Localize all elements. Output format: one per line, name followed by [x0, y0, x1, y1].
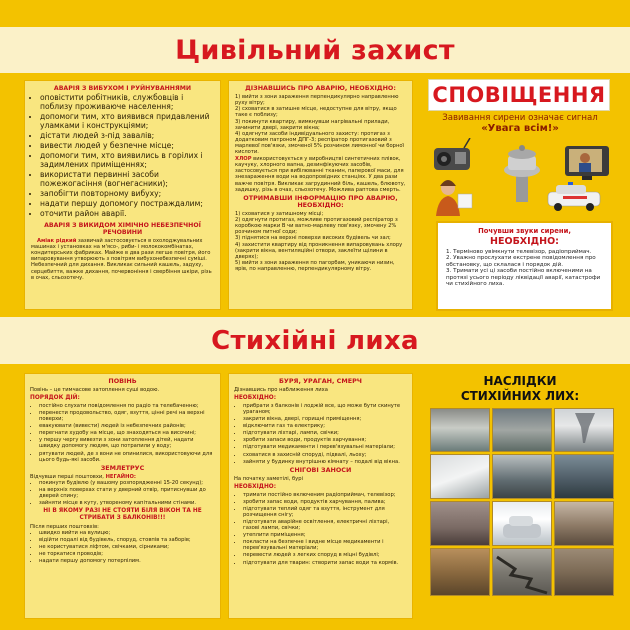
after-shocks-item-1: • швидко вийти на вулицю;	[39, 530, 215, 536]
explosion-item-5: • допомоги тим, хто виявились в горілих і задимлених приміщеннях;	[40, 152, 214, 169]
snow-list	[234, 492, 407, 566]
earthquake-item-1: • покинути будівлю (у вашому розпорядженні 15-20 секунд);	[39, 480, 215, 486]
siren-card-list	[438, 247, 611, 289]
chlorine-panel	[228, 80, 413, 310]
after-shocks-item-3: • не користуватися ліфтом, свічками, сірниками;	[39, 544, 215, 550]
ambulance-car-icon	[548, 182, 600, 211]
explosion-item-8: • надати першу допомогу постраждалим;	[40, 200, 214, 209]
received-info-item-2: 2) одягнути протигаз, можливе протигазовий респіратор з коробкою марки В чи ватно-марлеву пов'язку, змочену 2% розчином питної соди;	[235, 217, 398, 236]
landslide-photo	[430, 548, 490, 596]
storm-heading: БУРЯ, УРАГАН, СМЕРЧ	[279, 377, 362, 385]
explosion-item-6: • використати первинні засоби пожежогасіння (вогнегасники);	[40, 171, 214, 188]
after-shocks-list	[30, 530, 215, 564]
snow-item-3: • підготувати теплий одяг та взуття, інструмент для розчищення снігу;	[243, 506, 407, 518]
earthquake-crack-photo	[492, 548, 552, 596]
storm-necessary: НЕОБХІДНО:	[234, 395, 277, 402]
after-shocks-item-4: • не торкатися проводів;	[39, 551, 215, 557]
after-shocks-item-5: • надати першу допомогу потерпілим.	[39, 558, 215, 564]
flood-intro: Повінь – це тимчасове затоплення суші водою.	[30, 387, 160, 394]
explosion-item-3: • дістати людей з-під завалів;	[40, 132, 214, 141]
explosion-item-4: • вивести людей у безпечне місце;	[40, 142, 214, 151]
siren-instructions-card	[436, 221, 613, 311]
snow-item-6: • покласти на безпечне і видне місце медикаменти і перев'язувальні матеріали;	[243, 539, 407, 551]
learned-accident-item-1: 1) вийти з зони зараження перпендикулярно направленню руху вітру;	[235, 94, 399, 107]
storm-item-2: • закрити вікна, двері, горищні приміщення;	[243, 416, 407, 422]
flood-item-4: • перегнати худобу на місце, що знаходяться на височині;	[39, 430, 215, 436]
flooded-houses-photo	[554, 501, 614, 546]
flood-list	[30, 403, 215, 463]
learned-accident-item-3: 3) покинути квартиру, вимкнувши нагрівальні прилади, зачинити двері, закрити вікна;	[235, 118, 390, 131]
after-shocks-item-2: • відійти подалі від будівель, споруд, стовпів та заборів;	[39, 537, 215, 543]
flood-item-6: • рятувати людей, де з вони не опинилися, використовуючи для цього будь-які засоби.	[39, 451, 215, 463]
earthquake-heading: ЗЕМЛЕТРУС	[100, 463, 145, 472]
rescue-photo	[554, 548, 614, 596]
earthquake-intro-text: Відчувши перші поштовхи,	[30, 473, 104, 480]
ammonia-text: зазвичай застосовується в охолоджувальних машинах і установках на м'ясо-, риби- і молококомбінатах, кондитерських фабриках. Майже в два рази легше повітря, його випаровування утворюють з повітрям вибухонебезпечні суміші. Небезпечний для дихання. Викликає сильний кашель, задуху, серцебиття, важке дихання, почервоніння і свербіння шкіри, різь в очах, сльозотечу.	[31, 238, 212, 281]
siren-card-item-2: 2. Уважно прослухати екстрене повідомлення про обстановку, що склалася і порядок дій.	[446, 255, 596, 268]
storm-panel	[228, 373, 413, 619]
received-info-item-3: 3) піднятися на верхні поверхи високих будівель чи зал;	[235, 235, 391, 242]
explosion-item-2: • допомоги тим, хто виявився придавлений уламками і конструкціями;	[40, 113, 214, 130]
snow-item-1: • тримати постійно включеним радіоприймач, телевізор;	[243, 492, 407, 498]
flood-panel	[24, 373, 221, 619]
effects-title	[420, 374, 620, 404]
ammonia-paragraph	[31, 238, 214, 281]
flood-heading: ПОВІНЬ	[108, 377, 137, 385]
storm-item-8: • зайняти у будинку внутрішню кімнату – подалі від вікна.	[243, 459, 407, 465]
flood-order-heading: ПОРЯДОК ДІЙ:	[30, 395, 80, 402]
civil-defense-title-band	[0, 27, 630, 73]
explosion-item-1: • оповістити робітників, службовців і поблизу проживаюче населення;	[40, 94, 214, 111]
chlorine-text: використовується у виробництві синтетичних плівок, каучуку, хлорного вапна, дезинфікуючих засобів, застосовується при вибілюванні тканин, паперової маси, для знезараження води на водопровідних станціях. У два рази важче повітря. Викликає загрудинний біль, кашель, блювоту, задишку, різь в очах, сльозотечу. Можлива раптова смерть.	[235, 156, 406, 193]
storm-item-1: • прибрати з балконів і лоджій все, що може бути скинуте ураганом;	[243, 403, 407, 415]
snow-item-4: • підготувати аварійне освітлення, електричні ліхтарі, газові лампи, свічки;	[243, 519, 407, 531]
storm-item-6: • підготувати медикаменти і перев'язувальні матеріали;	[243, 444, 407, 450]
flood-item-3: • евакуювати (вивести) людей із небезпечних районів;	[39, 423, 215, 429]
radio-icon	[434, 138, 470, 170]
snow-car-photo	[492, 501, 552, 546]
explosion-heading: АВАРІЯ З ВИБУХОМ І РУЙНУВАННЯМИ	[53, 85, 192, 92]
storm-item-3: • відключити газ та електрику;	[243, 423, 407, 429]
notification-title-box	[428, 79, 610, 111]
earthquake-item-2: • на верхніх поверхах стати у дверний отвір, притиснувши до дверей спину;	[39, 487, 215, 499]
ammonia-lead: Аміак рідкий	[37, 238, 77, 245]
chlorine-lead: ХЛОР	[235, 156, 252, 163]
learned-accident-item-2: 2) сховатися в затишне місце, недоступне для вітру, якщо таке є поблизу;	[235, 106, 397, 119]
snow-item-2: • зробити запас води, продуктів харчування, палива;	[243, 499, 407, 505]
learned-accident-list	[235, 94, 406, 155]
received-info-heading: ОТРИМАВШИ ІНФОРМАЦІЮ ПРО АВАРІЮ, НЕОБХІДНО:	[243, 193, 398, 209]
storm-item-7: • сховатися в захисній споруді, підвалі, льоху;	[243, 452, 407, 458]
chlorine-paragraph	[235, 156, 406, 193]
siren-card-item-1: 1. Терміново увімкнути телевізор, радіоприймач.	[446, 249, 592, 255]
notification-illustrations	[430, 138, 615, 216]
siren-card-subtitle: НЕОБХІДНО:	[490, 236, 559, 247]
earthquake-intro-red: НЕГАЙНО:	[105, 473, 136, 480]
siren-card-title: Почувши звуки сирени,	[478, 227, 571, 235]
flood-item-2: • перенести продовольство, одяг, взуття, цінні речі на верхні поверхи;	[39, 410, 215, 422]
siren-icon	[504, 145, 540, 202]
disasters-title: Стихійні лиха	[211, 325, 419, 356]
earthquake-warning: НІ В ЯКОМУ РАЗІ НЕ СТОЯТИ БІЛЯ ВІКОН ТА НЕ СТРИБАТИ З БАЛКОНІВ!!!	[43, 508, 202, 521]
storm-sea-photo	[554, 454, 614, 499]
earthquake-list	[30, 480, 215, 506]
explosion-item-7: • запобігти повторному вибуху;	[40, 190, 214, 199]
crack-icon	[493, 549, 551, 595]
flood-item-5: • у першу чергу вивезти з зони затоплення дітей, надати швидку допомогу людям, що потрапили у воду;	[39, 437, 215, 449]
earthquake-item-3: • зайняти місце в куту, утвореному капітальними стінами.	[39, 500, 215, 506]
snowed-car-icon	[493, 502, 551, 545]
learned-accident-heading: ДІЗНАВШИСЬ ПРО АВАРІЮ, НЕОБХІДНО:	[245, 84, 396, 92]
storm-list	[234, 403, 407, 465]
flooded-street-photo	[492, 454, 552, 499]
flood-town-photo	[430, 501, 490, 546]
snow-heading: СНІГОВІ ЗАНОСИ	[289, 465, 352, 474]
flood-item-1: • постійно слухати повідомлення по радіо та телебаченню;	[39, 403, 215, 409]
learned-accident-item-4: 4) одягнути засоби індивідуального захисту: протигаз з додатковим патроном ДПГ-3; респіратор протигазовий з марлевої пов'язки, змоченої 5% розчином лимонної чи борної кислоти.	[235, 130, 404, 156]
storm-intro: Дізнавшись про наближення лиха	[234, 387, 328, 394]
snow-item-7: • перевести людей з легких споруд в міцні будівлі;	[243, 552, 407, 558]
snow-intro: На початку заметілі, бурі	[234, 475, 303, 482]
tornado-icon	[555, 409, 613, 451]
tv-icon	[565, 146, 609, 180]
wave-photo	[430, 454, 490, 499]
snow-item-5: • утеплити приміщення;	[243, 532, 407, 538]
snow-item-8: • підготувати для тварин: створити запас води та кормів.	[243, 560, 407, 566]
chemical-heading: АВАРІЯ З ВИКИДОМ ХІМІЧНО НЕБЕЗПЕЧНОЇ РЕЧОВИНИ	[44, 221, 201, 236]
received-info-item-4: 4) захистити квартиру від проникнення випаровувань хлору (закрити вікна, вентиляційні отвори, заклеїти щілини в дверях);	[235, 241, 403, 260]
civil-defense-title: Цивільний захист	[175, 34, 455, 66]
siren-line: Завивання сирени означає сигнал	[442, 113, 598, 123]
received-info-list	[235, 211, 406, 272]
flood-photo-2	[492, 408, 552, 452]
received-info-item-1: 1) сховатися у затишному місці;	[235, 211, 324, 218]
person-listening-icon	[436, 180, 472, 216]
attention-line: «Увага всім!»	[481, 123, 559, 134]
explosion-list	[31, 94, 214, 218]
effects-title-line1: НАСЛІДКИ	[483, 374, 557, 388]
siren-card-item-3: 3. Тримати усі ці засоби постійно включеними на протязі усього періоду ліквідації аварії, катастрофи чи стихійного лиха.	[446, 268, 601, 288]
explosion-item-9: • оточити район аварії.	[40, 210, 214, 219]
received-info-item-5: 5) вийти з зони зараження по пагорбам, уникаючи низин, ярів, по направленню, перпендикулярному вітру.	[235, 259, 395, 272]
explosion-panel	[24, 80, 221, 310]
effects-title-line2: СТИХІЙНИХ ЛИХ:	[460, 389, 580, 403]
after-shocks-heading: Після перших поштовхів:	[30, 523, 99, 530]
snow-necessary: НЕОБХІДНО:	[234, 484, 277, 491]
notification-title: СПОВІЩЕННЯ	[432, 83, 606, 107]
storm-item-5: • зробити запаси води, продуктів харчування;	[243, 437, 407, 443]
disasters-title-band	[0, 317, 630, 364]
storm-item-4: • підготувати ліхтарі, лампи, свічки;	[243, 430, 407, 436]
tornado-photo	[554, 408, 614, 452]
flood-photo-1	[430, 408, 490, 452]
